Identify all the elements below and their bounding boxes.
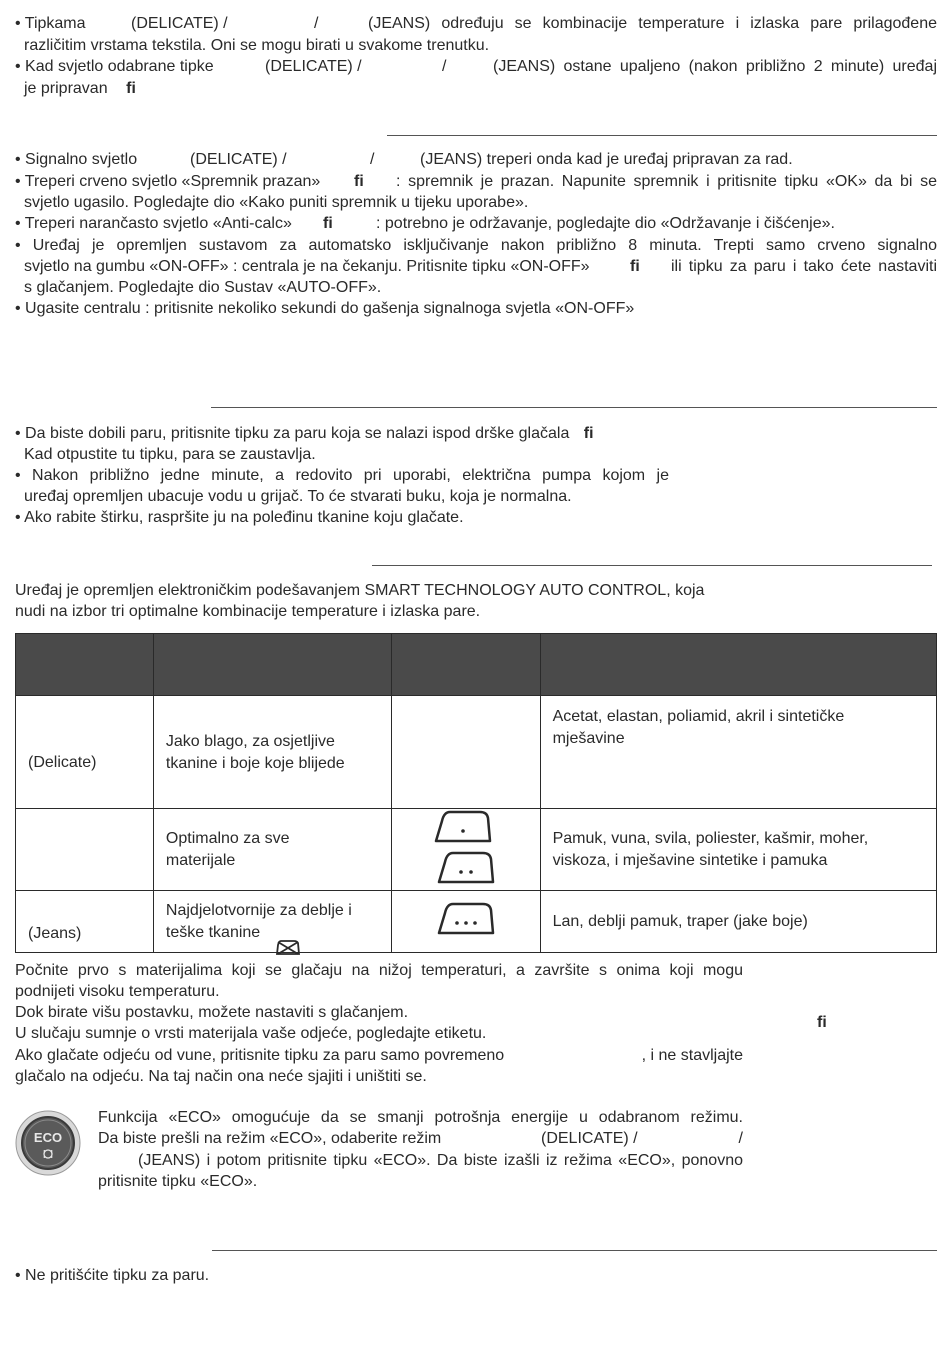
- no-steam-iron-icon: [275, 939, 301, 956]
- iron-two-dots-icon: [437, 850, 495, 884]
- text: (JEANS) ostane upaljeno (nakon približno 2 minute) uređaj: [493, 58, 937, 75]
- text: nudi na izbor tri optimalne kombinacije temperature i izlaska pare.: [15, 603, 481, 620]
- table-header-row: [16, 634, 937, 696]
- text: • Treperi narančasto svjetlo «Anti-calc»: [15, 215, 292, 232]
- para-ready-end: [24, 78, 136, 100]
- text: U slučaju sumnje o vrsti materijala vaše odjeće, pogledajte etiketu.: [15, 1025, 487, 1042]
- text: • Ne pritišćite tipku za paru.: [15, 1267, 210, 1284]
- fabric-cell: [540, 696, 936, 809]
- mode-cell: [16, 809, 154, 891]
- text: (JEANS) određuju se kombinacije temperature i izlaska pare prilagođene: [368, 15, 937, 32]
- text: (JEANS) treperi onda kad je uređaj pripravan za rad.: [420, 151, 793, 168]
- fabric-cell: [540, 891, 936, 953]
- on-off-glyph: ﬁ: [630, 258, 640, 275]
- text: uređaj opremljen ubacuje vodu u grijač. To će stvarati buku, koja je normalna.: [24, 488, 572, 505]
- text: materijale: [165, 851, 236, 869]
- text: je pripravan: [24, 80, 108, 97]
- text: • Ugasite centralu : pritisnite nekoliko sekundi do gašenja signalnoga svjetla «ON-OFF»: [15, 300, 635, 317]
- icon-cell: [391, 891, 540, 953]
- text: (Delicate): [28, 754, 97, 771]
- side-glyph: ﬁ: [817, 1014, 827, 1031]
- table-header-cell: [16, 634, 154, 696]
- text: • Da biste dobili paru, pritisnite tipku za paru koja se nalazi ispod drške glačala: [15, 425, 570, 442]
- text: Funkcija «ECO» omogućuje da se smanji potrošnja energije u odabranom režimu.: [98, 1109, 743, 1126]
- table-row: [16, 809, 937, 891]
- text: (DELICATE) /: [541, 1130, 638, 1147]
- table-row: [16, 891, 937, 953]
- fabric-cell: [540, 809, 936, 891]
- text: Jako blago, za osjetljive: [165, 733, 335, 750]
- iron-one-dot-icon: [434, 809, 492, 843]
- text: Da biste prešli na režim «ECO», odaberite režim: [98, 1130, 442, 1147]
- text: ili tipku za paru i tako ćete nastaviti: [671, 258, 937, 275]
- text: podnijeti visoku temperaturu.: [15, 983, 220, 1000]
- text: Pamuk, vuna, svila, poliester, kašmir, moher,: [552, 830, 869, 847]
- text: Ako glačate odjeću od vune, pritisnite tipku za paru samo povremeno: [15, 1047, 505, 1064]
- mode-cell: [16, 891, 154, 953]
- eco-badge-text: ECO: [33, 1130, 63, 1145]
- table-header-cell: [391, 634, 540, 696]
- text: tkanine i boje koje blijede: [165, 754, 345, 772]
- text: mješavine: [552, 729, 625, 747]
- text: • Ako rabite štirku, raspršite ju na poleđinu tkanine koju glačate.: [15, 509, 464, 526]
- text: viskoza, i mješavine sintetike i pamuka: [552, 851, 828, 869]
- table-row: [16, 696, 937, 809]
- text: : potrebno je održavanje, pogledajte dio «Održavanje i čišćenje».: [376, 215, 835, 232]
- text: svjetlo na gumbu «ON-OFF» : centrala je na čekanju. Pritisnite tipku «ON-OFF»: [24, 258, 590, 275]
- text: • Kad svjetlo odabrane tipke: [15, 58, 214, 75]
- eco-button-icon: [15, 1110, 81, 1176]
- text: (DELICATE) /: [131, 15, 228, 32]
- text: • Treperi crveno svjetlo «Spremnik prazan»: [15, 173, 321, 190]
- text: Počnite prvo s materijalima koji se glačaju na nižoj temperaturi, a završite s onima koji mogu: [15, 962, 743, 979]
- icon-cell: [391, 696, 540, 809]
- icon-cell: [391, 809, 540, 891]
- ready-glyph: ﬁ: [126, 80, 136, 97]
- text: , i ne stavljajte: [641, 1047, 743, 1064]
- text: Kad otpustite tu tipku, para se zaustavlja.: [24, 446, 316, 463]
- tank-empty-glyph: ﬁ: [354, 173, 364, 190]
- text: • Tipkama: [15, 15, 86, 32]
- section-rule: [372, 565, 932, 566]
- text: • Uređaj je opremljen sustavom za automatsko isključivanje nakon približno 8 minuta. Trepti samo crveno signalno: [15, 237, 937, 254]
- text: /: [370, 151, 375, 168]
- text: /: [314, 15, 319, 32]
- para-steam: [15, 423, 594, 445]
- text: (JEANS) i potom pritisnite tipku «ECO». Da biste izašli iz režima «ECO», ponovno: [138, 1152, 743, 1169]
- section-rule: [211, 407, 937, 408]
- text: /: [442, 58, 447, 75]
- text: svjetlo ugasilo. Pogledajte dio «Kako puniti spremnik u tijeku uporabe».: [24, 194, 529, 211]
- text: Acetat, elastan, poliamid, akril i sintetičke: [552, 708, 845, 725]
- text: : spremnik je prazan. Napunite spremnik i pritisnite tipku «OK» da bi se: [396, 173, 937, 190]
- desc-cell: [153, 809, 391, 891]
- section-rule: [387, 135, 937, 136]
- table-header-cell: [153, 634, 391, 696]
- text: (Jeans): [28, 924, 82, 942]
- table-header-cell: [540, 634, 936, 696]
- mode-table: [15, 633, 937, 953]
- text: Dok birate višu postavku, možete nastaviti s glačanjem.: [15, 1004, 409, 1021]
- text: Uređaj je opremljen elektroničkim podešavanjem SMART TECHNOLOGY AUTO CONTROL, koja: [15, 582, 705, 599]
- text: različitim vrstama tekstila. Oni se mogu birati u svakome trenutku.: [24, 37, 490, 54]
- text: pritisnite tipku «ECO».: [98, 1173, 258, 1190]
- section-rule: [212, 1250, 937, 1251]
- text: /: [738, 1130, 743, 1147]
- text: (DELICATE) /: [265, 58, 362, 75]
- text: Najdjelotvornije za deblje i: [165, 902, 352, 919]
- text: teške tkanine: [165, 923, 261, 941]
- text: (DELICATE) /: [190, 151, 287, 168]
- steam-glyph: ﬁ: [583, 425, 594, 442]
- text: • Signalno svjetlo: [15, 151, 138, 168]
- desc-cell: [153, 696, 391, 809]
- anti-calc-glyph: ﬁ: [323, 215, 333, 232]
- text: s glačanjem. Pogledajte dio Sustav «AUTO-OFF».: [24, 279, 382, 296]
- desc-cell: [153, 891, 391, 953]
- iron-three-dots-icon: [437, 901, 495, 935]
- mode-cell: [16, 696, 154, 809]
- text: Optimalno za sve: [165, 830, 290, 847]
- text: glačalo na odjeću. Na taj način ona neće sjajiti i uništiti se.: [15, 1068, 427, 1085]
- text: Lan, deblji pamuk, traper (jake boje): [552, 912, 808, 930]
- text: • Nakon približno jedne minute, a redovito pri uporabi, električna pumpa kojom je: [15, 467, 669, 484]
